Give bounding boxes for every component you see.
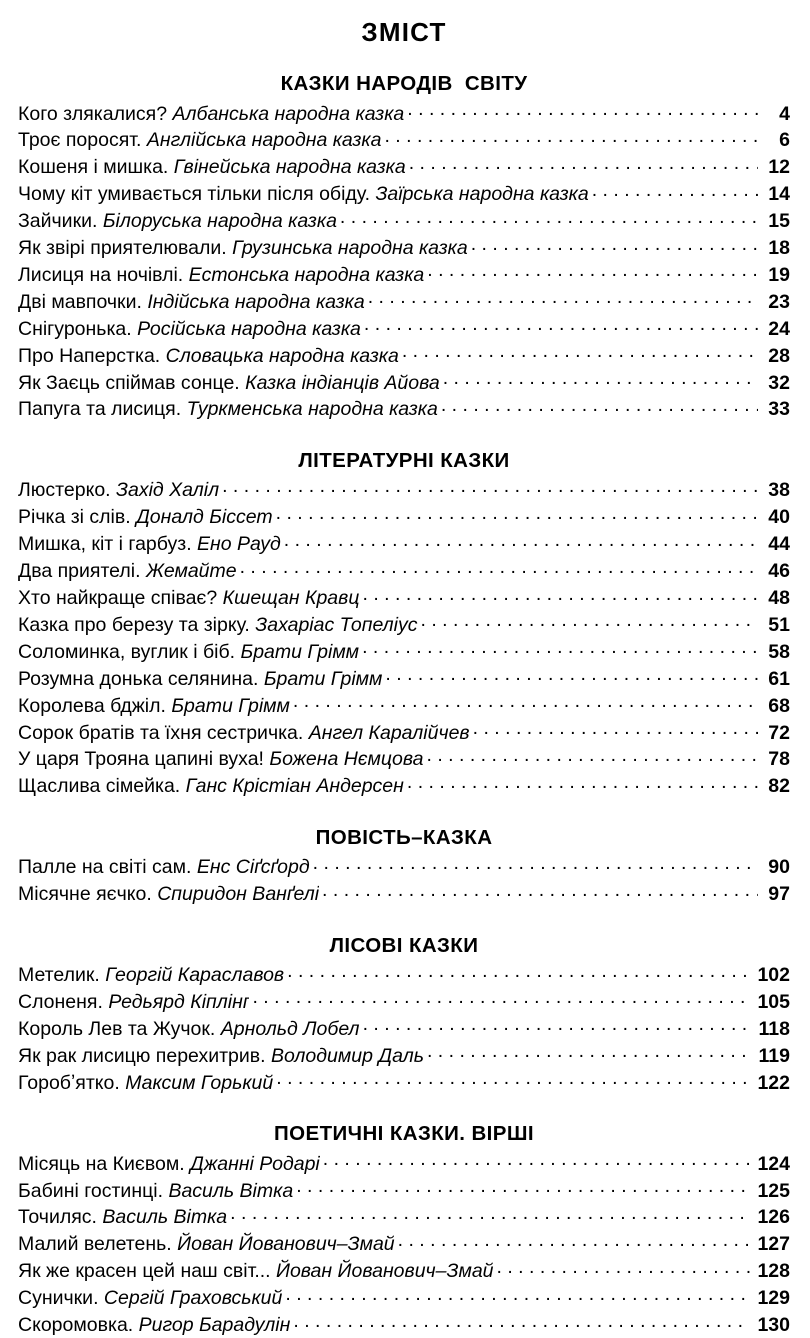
toc-entry-page-number: 127 <box>757 1233 790 1256</box>
dot-leader <box>473 719 758 739</box>
toc-entry-author: Василь Вітка <box>102 1206 228 1229</box>
dot-leader <box>427 261 758 281</box>
toc-entry-page-number: 44 <box>768 533 790 556</box>
toc-entry[interactable] <box>18 1069 790 1096</box>
toc-entry-text <box>18 263 424 288</box>
toc-entry-title: Сорок братів та їхня сестричка. <box>18 721 304 744</box>
toc-entry-title: Розумна донька селянина. <box>18 667 259 690</box>
toc-entry-page-number: 97 <box>768 883 790 906</box>
toc-entry[interactable] <box>18 504 790 531</box>
toc-entry-author: Гвінейська народна казка <box>173 156 406 179</box>
toc-entry-page-number: 82 <box>768 775 790 798</box>
toc-entry-page-number: 19 <box>768 263 790 286</box>
toc-entry[interactable] <box>18 638 790 665</box>
toc-entry-title: Як рак лисицю перехитрив. <box>18 1044 266 1067</box>
toc-entry-list <box>18 854 790 908</box>
toc-entry-page-number: 105 <box>757 990 790 1013</box>
toc-entry-title: Снігуронька. <box>18 317 132 340</box>
dot-leader <box>364 315 758 335</box>
toc-entry-author: Сергій Граховський <box>103 1287 283 1310</box>
toc-entry-page-number: 4 <box>779 102 790 125</box>
dot-leader <box>293 692 758 712</box>
toc-entry[interactable] <box>18 719 790 746</box>
toc-entry-text <box>18 1071 273 1096</box>
dot-leader <box>592 181 758 201</box>
toc-entry-text <box>18 317 361 342</box>
toc-entry-text <box>18 1044 424 1069</box>
toc-entry-author: Володимир Даль <box>270 1044 424 1067</box>
toc-entry-title: Дві мавпочки. <box>18 290 142 313</box>
dot-leader <box>385 665 758 685</box>
toc-entry[interactable] <box>18 1312 790 1338</box>
toc-entry-author: Арнольд Лобел <box>220 1017 360 1040</box>
toc-entry-list <box>18 477 790 800</box>
toc-entry-title: Королева бджіл. <box>18 694 166 717</box>
toc-entry-page-number: 33 <box>768 398 790 421</box>
toc-entry-author: Англійська народна казка <box>146 129 382 152</box>
toc-entry[interactable] <box>18 369 790 396</box>
toc-entry-text <box>18 694 290 719</box>
toc-entry-text <box>18 397 438 422</box>
toc-entry-author: Захід Халіл <box>116 479 220 502</box>
toc-entry-author: Брати Грімм <box>171 694 290 717</box>
toc-entry-title: У царя Трояна цапині вуха! <box>18 748 264 771</box>
toc-entry-text <box>18 640 359 665</box>
toc-entry-text <box>18 882 319 907</box>
toc-entry-title: Як звірі приятелювали. <box>18 237 227 260</box>
toc-entry-title: Щаслива сімейка. <box>18 775 181 798</box>
dot-leader <box>323 1150 750 1170</box>
dot-leader <box>421 611 759 631</box>
dot-leader <box>362 638 758 658</box>
page-title: ЗМІСТ <box>361 17 447 47</box>
toc-entry[interactable] <box>18 531 790 558</box>
toc-entry[interactable] <box>18 746 790 773</box>
toc-entry-author: Спиридон Ванґелі <box>157 883 320 906</box>
toc-entry-title: Соломинка, вуглик і біб. <box>18 640 236 663</box>
toc-section <box>18 423 790 800</box>
toc-entry[interactable] <box>18 288 790 315</box>
sections-container <box>18 48 790 1338</box>
toc-entry-page-number: 32 <box>768 371 790 394</box>
toc-entry-text <box>18 1313 290 1338</box>
toc-entry-author: Брати Грімм <box>240 640 360 663</box>
toc-entry-title: Бабині гостинці. <box>18 1179 164 1202</box>
toc-entry-page-number: 14 <box>768 183 790 206</box>
dot-leader <box>287 962 750 982</box>
toc-entry[interactable] <box>18 558 790 585</box>
toc-entry-author: Ангел Каралійчев <box>308 721 470 744</box>
toc-entry-text <box>18 1259 494 1284</box>
toc-entry-page-number: 38 <box>768 479 790 502</box>
dot-leader <box>362 585 758 605</box>
toc-entry-text <box>18 1152 320 1177</box>
toc-entry-page-number: 12 <box>768 156 790 179</box>
toc-entry-text <box>18 613 418 638</box>
toc-entry-title: Місячне яєчко. <box>18 883 152 906</box>
dot-leader <box>407 773 758 793</box>
dot-leader <box>409 154 758 174</box>
toc-entry[interactable] <box>18 585 790 612</box>
section-heading: КАЗКИ НАРОДІВ СВІТУ <box>280 72 528 95</box>
toc-entry-author: Доналд Біссет <box>136 506 273 529</box>
toc-entry-title: Кого злякалися? <box>18 102 168 125</box>
toc-entry[interactable] <box>18 773 790 800</box>
section-heading: ЛІСОВІ КАЗКИ <box>329 933 479 957</box>
toc-entry-page-number: 51 <box>768 613 790 636</box>
toc-entry-author: Білоруська народна казка <box>102 210 337 233</box>
section-heading: ЛІТЕРАТУРНІ КАЗКИ <box>298 448 510 472</box>
toc-entry-text <box>18 344 399 369</box>
dot-leader <box>384 127 758 147</box>
toc-entry-list <box>18 100 790 423</box>
toc-entry[interactable] <box>18 665 790 692</box>
dot-leader <box>252 988 750 1008</box>
toc-entry-title: Троє поросят. <box>18 129 142 152</box>
toc-entry-title: Король Лев та Жучок. <box>18 1017 216 1040</box>
toc-entry-author: Казка індіанців Айова <box>245 371 440 394</box>
toc-entry[interactable] <box>18 477 790 504</box>
dot-leader <box>441 396 758 416</box>
toc-entry-title: Як же красен цей наш світ... <box>18 1260 271 1283</box>
toc-entry-text <box>18 182 589 207</box>
toc-entry-text <box>18 478 219 503</box>
toc-entry-title: Кошеня і мишка. <box>18 156 169 179</box>
toc-entry-page-number: 130 <box>757 1314 790 1337</box>
toc-entry-title: Сунички. <box>18 1287 99 1310</box>
toc-entry-title: Скоромовка. <box>18 1314 134 1337</box>
toc-entry-text <box>18 532 281 557</box>
toc-entry-author: Жемайте <box>145 560 237 583</box>
toc-entry[interactable] <box>18 962 790 989</box>
toc-entry-title: Точиляс. <box>18 1206 97 1229</box>
toc-entry-page-number: 15 <box>768 210 790 233</box>
section-heading: ПОЕТИЧНІ КАЗКИ. ВІРШІ <box>274 1122 534 1146</box>
dot-leader <box>443 369 758 389</box>
toc-entry-author: Георгій Караславов <box>105 964 285 987</box>
toc-entry-page-number: 18 <box>768 237 790 260</box>
toc-entry-author: Василь Вітка <box>168 1179 294 1202</box>
toc-entry-author: Ено Рауд <box>197 533 281 556</box>
toc-entry-title: Люстерко. <box>18 479 111 502</box>
toc-entry-page-number: 48 <box>768 587 790 609</box>
toc-entry[interactable] <box>18 127 790 154</box>
toc-entry-text <box>18 102 404 127</box>
toc-entry[interactable] <box>18 854 790 881</box>
toc-entry-text <box>18 236 468 261</box>
dot-leader <box>427 1042 750 1062</box>
toc-entry-author: Туркменська народна казка <box>186 398 438 421</box>
toc-entry[interactable] <box>18 100 790 127</box>
dot-leader <box>471 235 758 255</box>
toc-entry-title: Два приятелі. <box>18 560 141 583</box>
toc-entry-author: Йован Йованович–Змай <box>177 1233 395 1256</box>
dot-leader <box>322 881 758 901</box>
toc-entry-author: Грузинська народна казка <box>232 237 468 260</box>
dot-leader <box>276 504 758 524</box>
toc-entry-text <box>18 586 359 611</box>
toc-entry[interactable] <box>18 1285 790 1312</box>
toc-entry-page-number: 125 <box>757 1179 790 1202</box>
dot-leader <box>340 208 758 228</box>
toc-entry-page-number: 24 <box>768 317 790 340</box>
dot-leader <box>363 1015 750 1035</box>
toc-entry-page-number: 68 <box>768 694 790 717</box>
toc-entry-author: Ригор Барадулін <box>138 1314 291 1337</box>
toc-entry-page-number: 40 <box>768 506 790 529</box>
dot-leader <box>285 1285 750 1305</box>
toc-entry-text <box>18 963 284 988</box>
toc-entry-text <box>18 667 382 692</box>
toc-entry-title: Малий велетень. <box>18 1233 172 1256</box>
toc-entry-title: Слоненя. <box>18 990 103 1013</box>
section-heading: ПОВІСТЬ–КАЗКА <box>315 825 493 849</box>
toc-entry-author: Ганс Крістіан Андерсен <box>185 775 404 798</box>
toc-entry[interactable] <box>18 1150 790 1177</box>
dot-leader <box>368 288 758 308</box>
toc-entry-page-number: 72 <box>768 721 790 744</box>
toc-entry-title: Про Наперстка. <box>18 344 161 367</box>
toc-entry-page-number: 126 <box>757 1206 790 1229</box>
toc-entry-text <box>18 1286 282 1311</box>
toc-entry-title: Річка зі слів. <box>18 506 131 529</box>
toc-entry-text <box>18 209 337 234</box>
toc-entry-title: Папуга та лисиця. <box>18 398 182 421</box>
toc-entry-title: Як Заєць спіймав сонце. <box>18 371 240 394</box>
toc-entry-author: Кшещан Кравц <box>222 587 360 609</box>
toc-entry[interactable] <box>18 154 790 181</box>
toc-entry[interactable] <box>18 988 790 1015</box>
toc-entry-text <box>18 1179 293 1204</box>
toc-entry-author: Захаріас Топеліус <box>255 613 418 636</box>
toc-entry[interactable] <box>18 881 790 908</box>
toc-entry-text <box>18 290 365 315</box>
dot-leader <box>398 1231 750 1251</box>
toc-entry-title: Зайчики. <box>18 210 98 233</box>
toc-entry[interactable] <box>18 181 790 208</box>
toc-entry-text <box>18 721 470 746</box>
toc-entry-text <box>18 1017 360 1042</box>
toc-entry-text <box>18 128 381 153</box>
toc-entry-text <box>18 855 310 880</box>
toc-entry[interactable] <box>18 1015 790 1042</box>
toc-entry-author: Російська народна казка <box>137 317 361 340</box>
toc-entry-author: Енс Сіґсґорд <box>196 856 310 879</box>
toc-entry[interactable] <box>18 315 790 342</box>
toc-entry-page-number: 58 <box>768 640 790 663</box>
dot-leader <box>230 1204 750 1224</box>
toc-entry[interactable] <box>18 208 790 235</box>
dot-leader <box>296 1177 750 1197</box>
toc-entry-page-number: 28 <box>768 344 790 367</box>
toc-entry-title: Мишка, кіт і гарбуз. <box>18 533 192 556</box>
toc-entry[interactable] <box>18 396 790 423</box>
toc-entry-list <box>18 962 790 1097</box>
toc-entry-title: Чому кіт умивається тільки після обіду. <box>18 183 371 206</box>
toc-entry-title: Метелик. <box>18 964 100 987</box>
toc-entry-author: Албанська народна казка <box>172 102 405 125</box>
toc-entry-text <box>18 155 406 180</box>
toc-entry-title: Хто найкраще співає? <box>18 587 218 609</box>
toc-entry-page-number: 124 <box>757 1152 790 1175</box>
toc-entry-text <box>18 371 440 396</box>
toc-section <box>18 1096 790 1338</box>
toc-entry-page-number: 122 <box>757 1071 790 1094</box>
toc-entry-page-number: 78 <box>768 748 790 771</box>
toc-entry[interactable] <box>18 692 790 719</box>
toc-entry-author: Брати Грімм <box>263 667 383 690</box>
toc-entry-title: Палле на світі сам. <box>18 856 192 879</box>
toc-entry-text <box>18 747 423 772</box>
toc-section <box>18 48 790 423</box>
toc-entry-text <box>18 1205 227 1230</box>
toc-entry[interactable] <box>18 1204 790 1231</box>
toc-entry[interactable] <box>18 1258 790 1285</box>
dot-leader <box>276 1069 750 1089</box>
toc-entry-page-number: 118 <box>758 1017 790 1040</box>
toc-entry-author: Індійська народна казка <box>147 290 365 313</box>
toc-entry-text <box>18 505 273 530</box>
toc-entry-author: Джанні Родарі <box>190 1152 320 1175</box>
toc-entry-page-number: 23 <box>768 290 790 313</box>
toc-entry[interactable] <box>18 235 790 262</box>
toc-section <box>18 908 790 1097</box>
toc-section <box>18 800 790 908</box>
dot-leader <box>426 746 758 766</box>
dot-leader <box>497 1258 750 1278</box>
toc-entry-page-number: 61 <box>768 667 790 690</box>
toc-entry[interactable] <box>18 611 790 638</box>
toc-entry-list <box>18 1150 790 1338</box>
toc-entry-page-number: 46 <box>768 560 790 583</box>
toc-entry-title: Горобʼятко. <box>18 1071 120 1094</box>
toc-entry-text <box>18 990 249 1015</box>
toc-entry-author: Божена Нємцова <box>269 748 424 771</box>
toc-entry-text <box>18 559 237 584</box>
toc-entry-text <box>18 774 404 799</box>
dot-leader <box>293 1312 750 1332</box>
dot-leader <box>240 558 758 578</box>
toc-entry[interactable] <box>18 261 790 288</box>
toc-entry-page-number: 6 <box>779 129 790 152</box>
toc-entry-title: Лисиця на ночівлі. <box>18 263 184 286</box>
toc-entry-title: Казка про березу та зірку. <box>18 613 250 636</box>
toc-entry[interactable] <box>18 1231 790 1258</box>
toc-entry[interactable] <box>18 1042 790 1069</box>
dot-leader <box>284 531 758 551</box>
toc-entry-page-number: 102 <box>757 964 790 987</box>
toc-entry-author: Естонська народна казка <box>188 263 425 286</box>
toc-entry-author: Йован Йованович–Змай <box>276 1260 494 1283</box>
dot-leader <box>402 342 758 362</box>
toc-entry-author: Редьярд Кіплінґ <box>108 990 250 1013</box>
dot-leader <box>407 100 758 120</box>
toc-entry-author: Заїрська народна казка <box>375 183 589 206</box>
toc-entry-page-number: 90 <box>768 856 790 879</box>
toc-entry-author: Максим Горький <box>125 1071 274 1094</box>
toc-entry-page-number: 128 <box>757 1260 790 1283</box>
toc-entry-page-number: 119 <box>758 1044 790 1067</box>
toc-entry-title: Місяць на Києвом. <box>18 1152 185 1175</box>
dot-leader <box>313 854 758 874</box>
dot-leader <box>222 477 758 497</box>
toc-entry-author: Словацька народна казка <box>165 344 399 367</box>
toc-entry[interactable] <box>18 342 790 369</box>
toc-entry-text <box>18 1232 395 1257</box>
toc-entry-page-number: 129 <box>757 1287 790 1310</box>
